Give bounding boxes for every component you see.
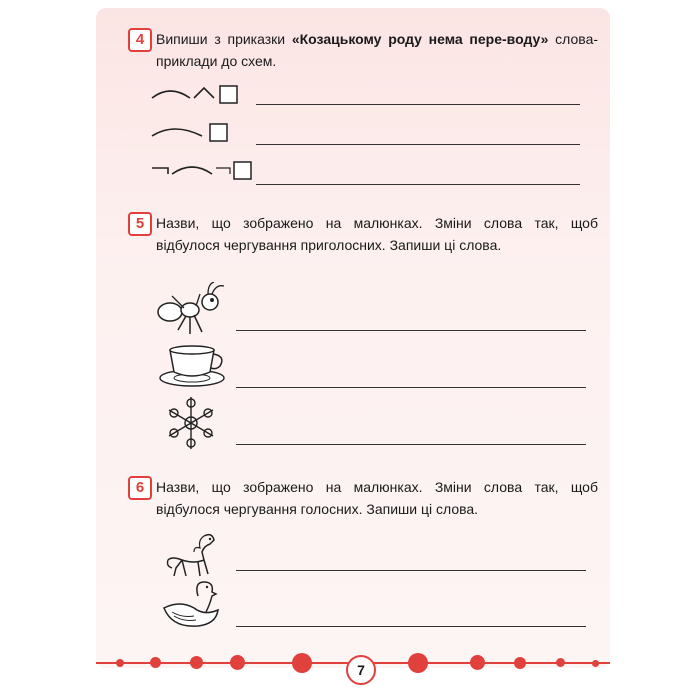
answer-line[interactable] [236, 626, 586, 627]
footer-dot [592, 660, 599, 667]
footer-dot [230, 655, 245, 670]
answer-line[interactable] [256, 184, 580, 185]
word-scheme-root-ending [148, 120, 258, 146]
footer-dot [190, 656, 203, 669]
task-text-intro: Випиши з приказки [156, 31, 292, 47]
task-number: 4 [128, 28, 152, 52]
footer-dot [292, 653, 312, 673]
task-text: Назви, що зображено на малюнках. Зміни слова так, щоб відбулося чергування приголосних. Запиши ці слова. [156, 215, 598, 253]
answer-line[interactable] [236, 570, 586, 571]
answer-line[interactable] [236, 330, 586, 331]
answer-line[interactable] [236, 444, 586, 445]
answer-line[interactable] [256, 144, 580, 145]
footer-dot [556, 658, 565, 667]
task-4 [128, 28, 598, 198]
task-5 [128, 212, 598, 462]
footer-dot [150, 657, 161, 668]
task-number: 6 [128, 476, 152, 500]
task-text [156, 28, 598, 72]
footer-dot [116, 659, 124, 667]
answer-line[interactable] [256, 104, 580, 105]
task-text-end: слова-приклади до схем. [156, 31, 599, 69]
snowflake-icon [162, 394, 220, 452]
footer-dot [514, 657, 526, 669]
swan-icon [158, 580, 228, 630]
footer-dot [470, 655, 485, 670]
cup-icon [158, 344, 228, 388]
page-number: 7 [346, 655, 376, 685]
task-6 [128, 476, 598, 646]
word-scheme-prefix-root-ending [148, 82, 258, 108]
answer-line[interactable] [236, 387, 586, 388]
proverb: «Козацькому роду нема пере-воду» [291, 31, 549, 47]
footer-dot [408, 653, 428, 673]
task-number: 5 [128, 212, 152, 236]
word-scheme-prefix-root-suffix-ending [148, 156, 258, 186]
horse-icon [164, 530, 224, 580]
task-text: Назви, що зображено на малюнках. Зміни слова так, щоб відбулося чергування голосних. Запиши ці слова. [156, 479, 598, 517]
ant-icon [156, 282, 234, 338]
